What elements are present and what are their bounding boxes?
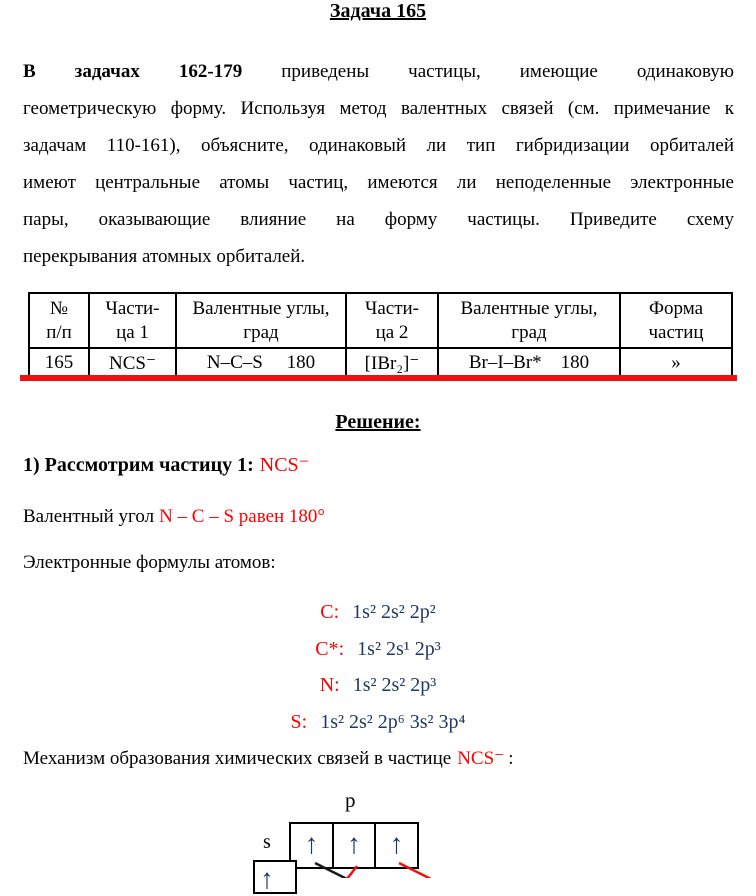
header-num: № п/п <box>29 293 89 348</box>
cell-particle2: [IBr₂]⁻ <box>346 348 438 378</box>
header-particle2: Части- ца 2 <box>346 293 438 348</box>
element-symbol: N: <box>319 674 340 696</box>
cell-particle1: NCS⁻ <box>89 348 176 378</box>
valence-angle-line <box>23 506 325 528</box>
electron-configuration: 1s² 2s² 2p² <box>352 601 436 623</box>
s-orbital-label: s <box>263 831 271 853</box>
electron-config-line <box>0 711 756 734</box>
header-angles1: Валентные углы, град <box>176 293 346 348</box>
cell-num: 165 <box>29 348 89 378</box>
spin-up-arrow-icon: ↑ <box>304 829 319 860</box>
statement-text: перекрывания атомных орбиталей. <box>23 246 306 267</box>
statement-line <box>23 238 734 275</box>
cell-shape: » <box>620 348 732 378</box>
step1-heading <box>23 452 309 477</box>
step1-particle: NCS⁻ <box>259 454 310 476</box>
statement-line <box>23 201 734 238</box>
statement-text: пары, оказывающие влияние на форму частицы. Приведите схему <box>23 209 734 230</box>
electron-formulas-label: Электронные формулы атомов: <box>23 552 276 573</box>
page-title: Задача 165 <box>329 0 427 22</box>
electron-configuration: 1s² 2s¹ 2p³ <box>357 638 441 660</box>
p-orbital-boxes <box>289 822 419 869</box>
header-particle1: Части- ца 1 <box>89 293 176 348</box>
mechanism-line <box>23 747 513 770</box>
statement-line <box>23 90 734 127</box>
problem-statement <box>23 53 734 275</box>
statement-text: приведены частицы, имеющие одинаковую <box>281 61 734 82</box>
element-symbol: C: <box>320 601 340 623</box>
electron-config-line <box>0 601 756 624</box>
table-row <box>29 348 732 378</box>
spin-up-arrow-icon: ↑ <box>389 829 404 860</box>
cell-angles1: N–C–S 180 <box>176 348 346 378</box>
element-symbol: S: <box>290 711 308 733</box>
electron-config-line <box>0 638 756 661</box>
element-symbol: C*: <box>315 638 345 660</box>
solution-heading: Решение: <box>335 411 421 433</box>
orbital-box <box>374 822 419 869</box>
step1-label: 1) Рассмотрим частицу 1: <box>23 454 254 476</box>
electron-config-line <box>0 674 756 697</box>
electron-configuration: 1s² 2s² 2p³ <box>352 674 437 696</box>
angle-value: N – C – S равен 180° <box>159 506 326 527</box>
spin-up-arrow-icon: ↑ <box>260 864 274 895</box>
red-underline <box>20 375 737 381</box>
mechanism-particle: NCS⁻ <box>457 748 505 769</box>
electron-configuration: 1s² 2s² 2p⁶ 3s² 3p⁴ <box>320 711 466 733</box>
statement-bold-range: В задачах 162-179 <box>23 61 243 82</box>
statement-line <box>23 53 734 90</box>
angle-prefix: Валентный угол <box>23 506 155 527</box>
header-shape: Форма частиц <box>620 293 732 348</box>
statement-text: геометрическую форму. Используя метод валентных связей (см. примечание к <box>23 98 734 119</box>
statement-line <box>23 127 734 164</box>
mechanism-prefix: Механизм образования химических связей в частице <box>23 748 452 769</box>
header-angles2: Валентные углы, град <box>438 293 620 348</box>
spin-up-arrow-icon: ↑ <box>347 829 361 860</box>
statement-text: имеют центральные атомы частиц, имеются ли неподеленные электронные <box>23 172 734 193</box>
table-header-row <box>29 293 732 348</box>
mechanism-colon: : <box>508 748 514 769</box>
conditions-table <box>28 292 733 379</box>
statement-text: задачам 110-161), объясните, одинаковый ли тип гибридизации орбиталей <box>23 135 734 156</box>
statement-line <box>23 164 734 201</box>
p-orbital-label: p <box>345 788 356 812</box>
cell-angles2: Br–I–Br* 180 <box>438 348 620 378</box>
orbital-box <box>332 822 377 869</box>
